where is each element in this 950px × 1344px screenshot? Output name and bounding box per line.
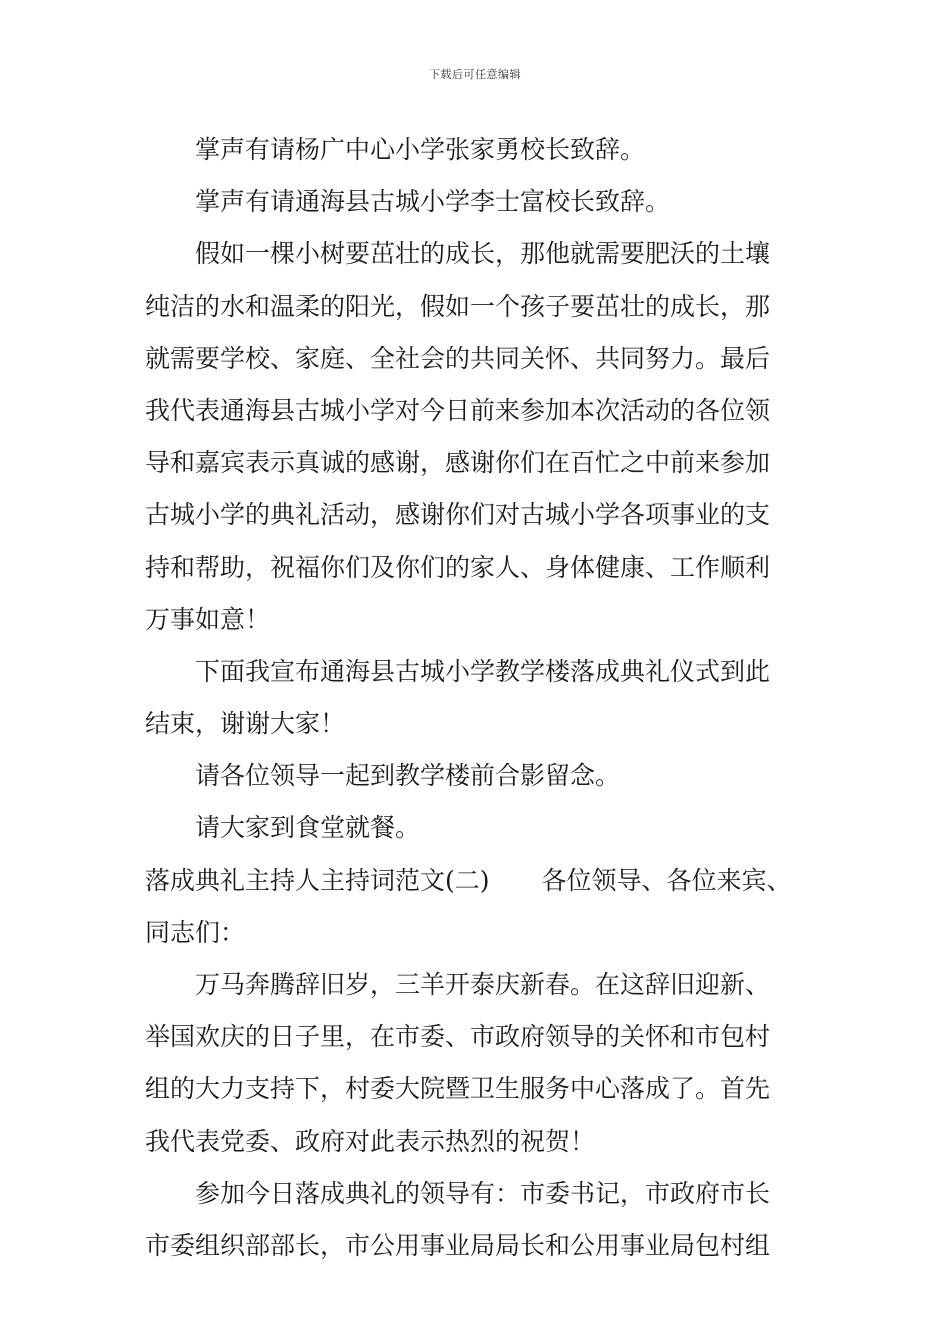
text-line: 假如一棵小树要茁壮的成长，那他就需要肥沃的土壤 [195,239,771,269]
text-line: 导和嘉宾表示真诚的感谢，感谢你们在百忙之中前来参加 [145,448,771,478]
text-line: 组的大力支持下，村委大院暨卫生服务中心落成了。首先 [145,1074,771,1104]
text-line: 市委组织部部长，市公用事业局局长和公用事业局包村组 [145,1230,771,1260]
text-line: 同志们： [145,917,246,947]
text-line: 请各位领导一起到教学楼前合影留念。 [195,761,621,791]
text-line: 掌声有请杨广中心小学张家勇校长致辞。 [195,135,646,164]
greeting: 各位领导、各位来宾、 [541,865,792,895]
document-body [145,124,810,1272]
text-line: 下面我宣布通海县古城小学教学楼落成典礼仪式到此 [195,656,771,686]
section-heading-line [145,855,810,907]
text-line: 参加今日落成典礼的领导有：市委书记，市政府市长 [195,1178,771,1208]
text-line: 我代表通海县古城小学对今日前来参加本次活动的各位领 [145,395,771,425]
text-line: 请大家到食堂就餐。 [195,813,421,843]
text-line: 持和帮助，祝福你们及你们的家人、身体健康、工作顺利 [145,552,771,582]
text-line: 就需要学校、家庭、全社会的共同关怀、共同努力。最后 [145,343,771,373]
text-line: 万事如意！ [145,604,271,634]
text-line: 举国欢庆的日子里，在市委、市政府领导的关怀和市包村 [145,1022,771,1052]
download-note: 下载后可任意编辑 [429,68,521,81]
text-line: 古城小学的典礼活动，感谢你们对古城小学各项事业的支 [145,500,771,530]
text-line: 万马奔腾辞旧岁，三羊开泰庆新春。在这辞旧迎新、 [195,970,771,999]
text-line: 结束，谢谢大家！ [145,709,346,739]
text-line: 掌声有请通海县古城小学李士富校长致辞。 [195,187,671,217]
section-heading: 落成典礼主持人主持词范文(二) [145,865,490,895]
text-line: 纯洁的水和温柔的阳光，假如一个孩子要茁壮的成长，那 [145,291,771,321]
text-line: 我代表党委、政府对此表示热烈的祝贺！ [145,1126,596,1156]
